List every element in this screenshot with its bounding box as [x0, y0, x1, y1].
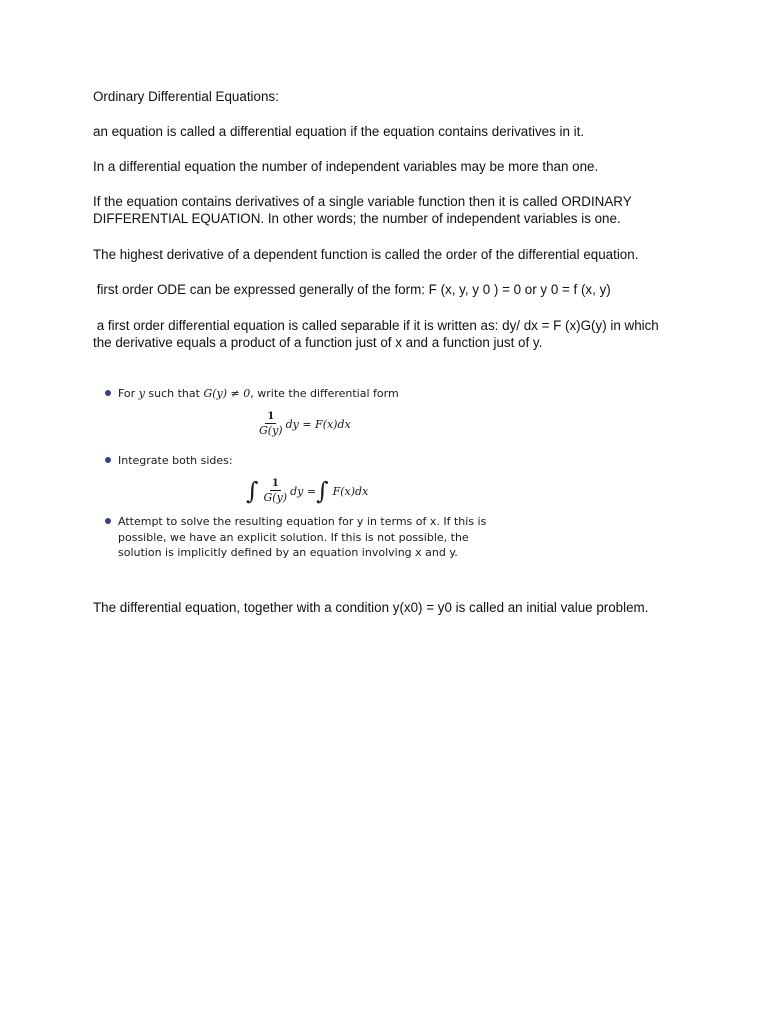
integral-sign-icon: ∫	[246, 477, 259, 505]
bullet-2-text: Integrate both sides:	[118, 454, 233, 467]
figure-bullet-1	[104, 386, 399, 402]
fraction-one-over-g: $\frac{1}{G(y)}$	[263, 478, 288, 504]
separable-method-figure	[104, 383, 524, 568]
paragraph-ode-definition: If the equation contains derivatives of a single variable function then it is called ORDINARY DIFFERENTIAL EQUATION. In other words; the number of independent variables is one.	[93, 194, 636, 226]
paragraph-order: The highest derivative of a dependent function is called the order of the differential equation.	[93, 247, 639, 262]
paragraph-independent-variables: In a differential equation the number of independent variables may be more than one.	[93, 159, 599, 174]
paragraph-separable: a first order differential equation is called separable if it is written as: dy/ dx = F (x)G(y) in which the derivative equals a product of a function just of x and a function just of y.	[93, 318, 663, 350]
equation-differential-form: $\frac{1}{G(y)}$ dy = F(x)dx	[259, 411, 351, 437]
bullet-dot-icon	[105, 390, 111, 396]
bullet-3-text: Attempt to solve the resulting equation for y in terms of x. If this is possible, we have an explicit solution. If this is not possible, the solution is implicitly defined by an equation involving x and y.	[118, 515, 487, 559]
bullet-dot-icon	[105, 518, 111, 524]
equation-integrated-form: ∫ $\frac{1}{G(y)}$ dy = ∫ F(x)dx	[246, 477, 369, 505]
paragraph-definition: an equation is called a differential equation if the equation contains derivatives in it.	[93, 124, 585, 139]
paragraph-initial-value-problem: The differential equation, together with a condition y(x0) = y0 is called an initial value problem.	[93, 600, 649, 615]
bullet-1-text: For y such that G(y) ≠ 0, write the differential form	[118, 387, 399, 400]
bullet-dot-icon	[105, 457, 111, 463]
integral-sign-icon: ∫	[316, 477, 329, 505]
paragraph-first-order-form: first order ODE can be expressed generally of the form: F (x, y, y 0 ) = 0 or y 0 = f (x, y)	[93, 282, 611, 297]
figure-bullet-3	[104, 514, 486, 561]
figure-bullet-2	[104, 453, 233, 469]
doc-heading: Ordinary Differential Equations:	[93, 89, 279, 104]
fraction-one-over-g: $\frac{1}{G(y)}$	[259, 411, 283, 437]
